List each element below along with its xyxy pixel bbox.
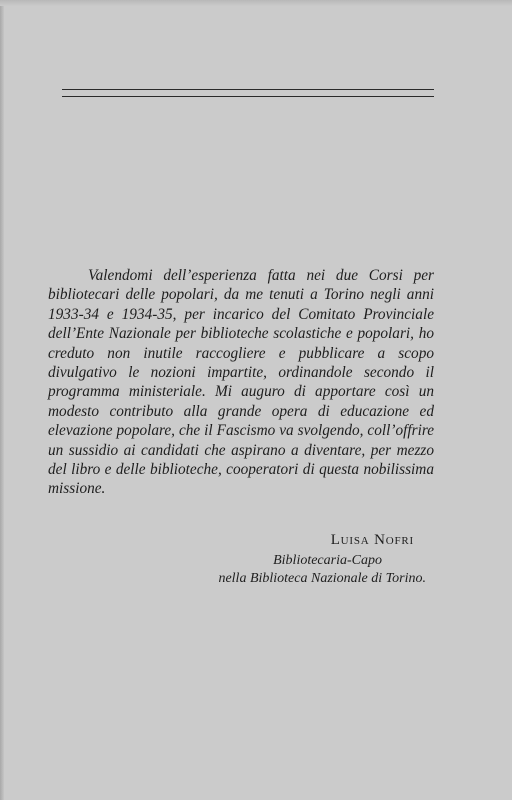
author-name: Luisa Nofri <box>330 532 414 548</box>
header-rule-thin <box>62 96 434 97</box>
header-rule-thick <box>62 89 434 90</box>
author-institution: nella Biblioteca Nazionale di Torino. <box>218 571 426 586</box>
page-edge-shadow <box>0 0 4 800</box>
author-title: Bibliotecaria-Capo <box>273 553 382 568</box>
page-top-shadow <box>0 0 512 6</box>
preface-paragraph: Valendomi dell’esperienza fatta nei due Corsi per bibliotecari delle popolari, da me tenuti a Torino negli anni 1933-34 e 1934-35, per incarico del Comitato Provinciale dell’Ente Nazionale per biblioteche scolastiche e popolari, ho creduto non inutile raccogliere e pubblicare a scopo divulgativo le nozioni impartite, ordinandole secondo il programma ministeriale. Mi auguro di apportare così un modesto contributo alla grande opera di educazione ed elevazione popolare, che il Fascismo va svolgendo, coll’offrire un sussidio ai candidati che aspirano a diventare, per mezzo del libro e delle biblioteche, cooperatori di questa nobilissima missione. <box>48 267 434 498</box>
